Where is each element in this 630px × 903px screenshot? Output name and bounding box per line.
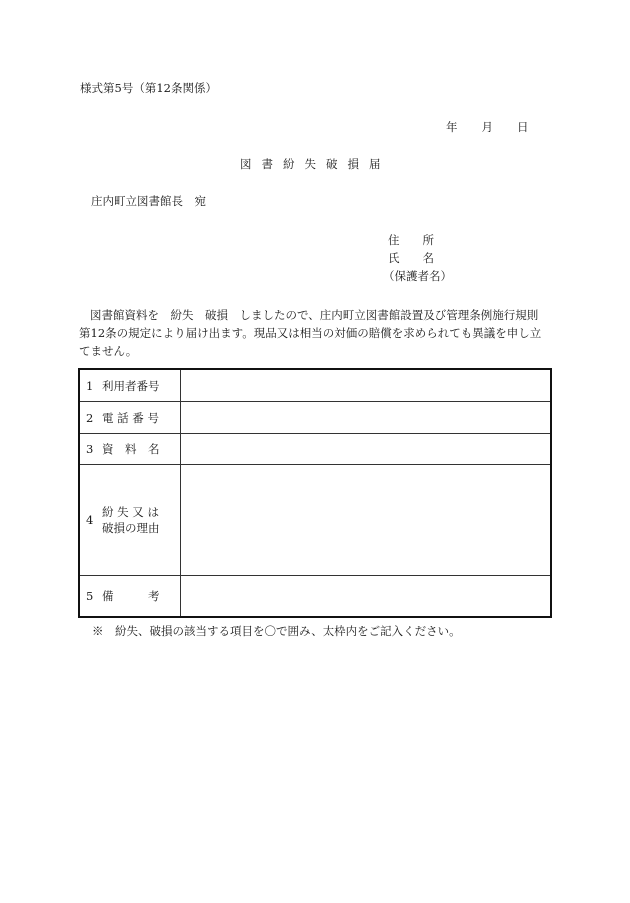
date-line bbox=[446, 119, 529, 135]
table-row-reason bbox=[80, 465, 550, 576]
table-row-phone bbox=[80, 402, 550, 434]
date-month-label: 月 bbox=[481, 120, 493, 134]
reason-label-line2: 破損の理由 bbox=[102, 521, 160, 535]
remarks-field[interactable] bbox=[181, 576, 550, 616]
document-title: 図書紛失破損届 bbox=[240, 157, 391, 171]
applicant-block bbox=[383, 231, 452, 285]
reason-label-line1: 紛 失 又 は bbox=[102, 505, 159, 519]
name-label: 氏 名 bbox=[388, 251, 434, 265]
reason-field[interactable] bbox=[181, 465, 550, 575]
phone-label: 電 話 番 号 bbox=[102, 410, 159, 425]
row-label: 4 紛 失 又 は 破損の理由 bbox=[80, 465, 181, 575]
table-row-user-number bbox=[80, 370, 550, 402]
date-day-label: 日 bbox=[517, 120, 529, 134]
recipient: 庄内町立図書館長 宛 bbox=[91, 194, 206, 208]
phone-field[interactable] bbox=[181, 402, 550, 433]
remarks-label: 備 考 bbox=[102, 589, 160, 603]
report-table bbox=[78, 368, 552, 618]
material-name-field[interactable] bbox=[181, 434, 550, 464]
table-row-material bbox=[80, 434, 550, 465]
table-row-remarks bbox=[80, 576, 550, 616]
user-number-label: 利用者番号 bbox=[102, 378, 160, 393]
row-label: 1 利用者番号 bbox=[80, 370, 181, 401]
row-label: 2 電 話 番 号 bbox=[80, 402, 181, 433]
guardian-label: （保護者名） bbox=[383, 269, 452, 283]
instruction-note: ※ 紛失、破損の該当する項目を〇で囲み、太枠内をご記入ください。 bbox=[92, 624, 461, 638]
form-number: 様式第5号（第12条関係） bbox=[80, 81, 217, 95]
user-number-field[interactable] bbox=[181, 370, 550, 401]
declaration-line-1: 図書館資料を 紛失 破損 しましたので、庄内町立図書館設置及び管理条例施行規則 bbox=[90, 308, 539, 322]
date-year-label: 年 bbox=[446, 120, 458, 134]
row-label: 5 備 考 bbox=[80, 576, 181, 616]
declaration-line-3: てません。 bbox=[79, 344, 138, 358]
row-label: 3 資 料 名 bbox=[80, 434, 181, 464]
material-name-label: 資 料 名 bbox=[102, 442, 160, 456]
declaration-line-2: 第12条の規定により届け出ます。現品又は相当の対価の賠償を求められても異議を申し立 bbox=[79, 326, 542, 340]
declaration-text bbox=[79, 306, 551, 360]
address-label: 住 所 bbox=[388, 233, 434, 247]
